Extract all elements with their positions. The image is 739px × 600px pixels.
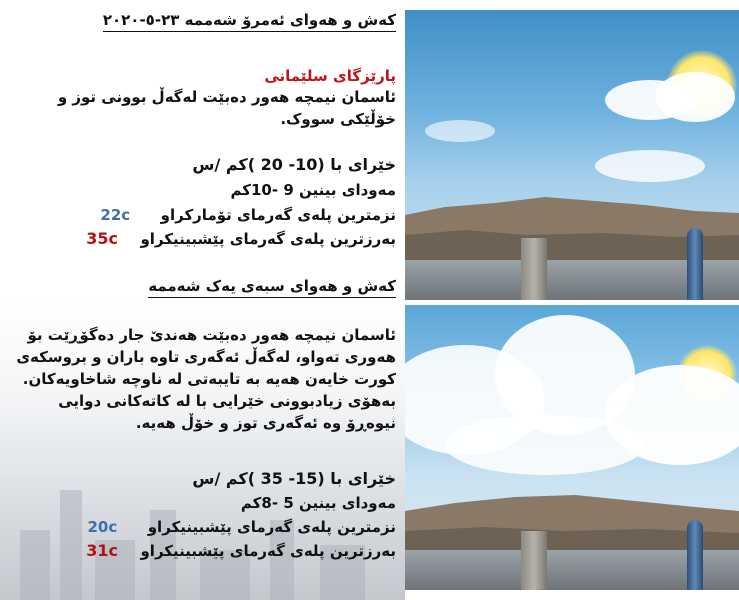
- day2-min-row: [88, 517, 397, 537]
- day1-max-label: بەرزترین پلەی گەرمای پێشبینیکراو: [140, 230, 396, 248]
- day1-max-value: 35c: [86, 229, 119, 248]
- day1-description: ئاسمان نیمچە هەور دەبێت لەگەڵ بوونی توز و خۆڵێکی سووک.: [57, 88, 396, 128]
- sunny-city-photo: [405, 10, 739, 300]
- cloudy-city-photo: [405, 305, 739, 590]
- day1-wind: خێرای با (10- 20 )کم /س: [192, 155, 396, 174]
- day1-max-row: [86, 229, 396, 249]
- day2-description: ئاسمان نیمچە هەور دەبێت هەندێ جار دەگۆڕێت بۆ هەوری تەواو، لەگەڵ ئەگەری تاوە باران و بروسکەی کورت خایەن هەیە بە تایبەتی لە ناوچە شاخاویەکان. بەهۆی زیادبوونی خێرایی با لە کاتەکانی دوایی نیوەڕۆ وە ئەگەری توز و خۆڵ هەیە.: [16, 326, 396, 432]
- day2-visibility: مەودای بینین 5 -8کم: [240, 494, 396, 512]
- day2-wind: خێرای با (15- 35 )کم /س: [192, 469, 396, 488]
- day2-min-label: نزمترین پلەی گەرمای پێشبینیکراو: [147, 518, 396, 536]
- day1-title: کەش و هەوای ئەمرۆ شەممە ٢٣-٥-٢٠٢٠: [103, 10, 396, 32]
- day2-max-row: [86, 541, 396, 561]
- day2-title: کەش و هەوای سبەی یەک شەممە: [148, 276, 396, 298]
- day1-min-row: [100, 205, 396, 225]
- day1-min-value: 22c: [100, 206, 131, 224]
- day1-visibility: مەودای بینین 9 -10کم: [230, 181, 396, 199]
- day2-max-value: 31c: [86, 541, 119, 560]
- day1-min-label: نزمترین پلەی گەرمای تۆمارکراو: [160, 206, 396, 224]
- day2-max-label: بەرزترین پلەی گەرمای پێشبینیکراو: [140, 542, 396, 560]
- day1-region: پارێزگای سلێمانی: [264, 67, 396, 85]
- day2-min-value: 20c: [87, 518, 118, 536]
